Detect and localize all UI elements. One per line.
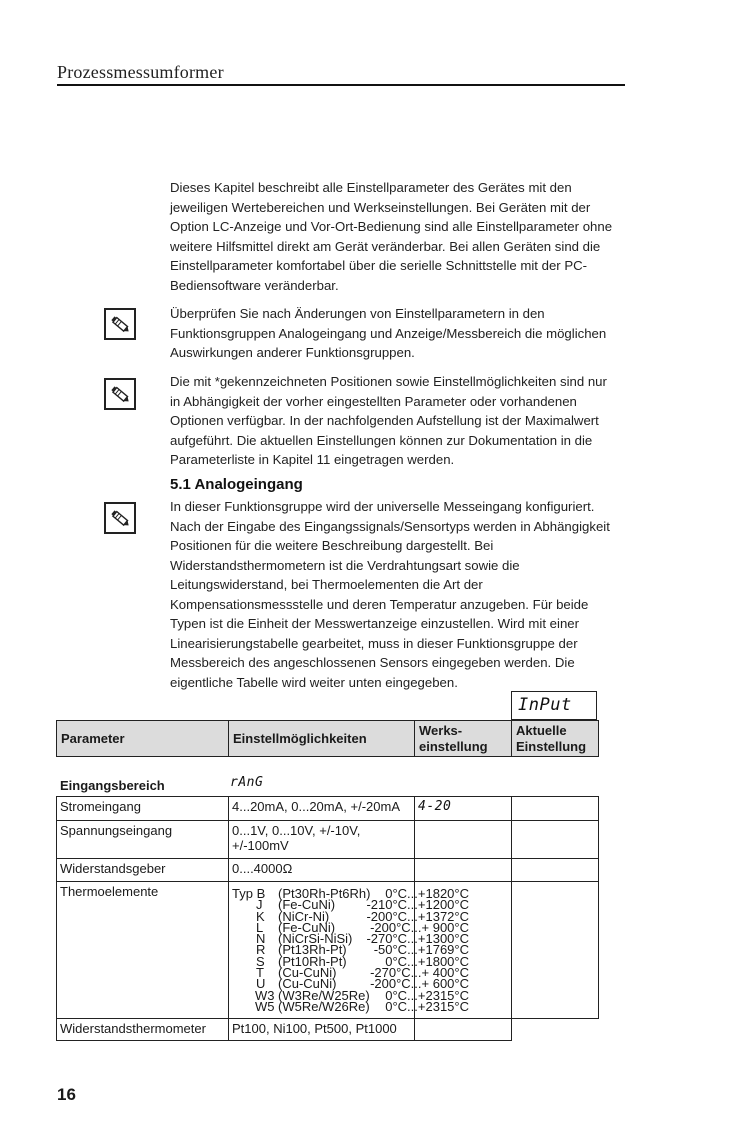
table-row [57,859,599,882]
tc-material: (Pt10Rh-Pt) [278,953,347,969]
header-factory [415,721,512,757]
thermocouple-row [232,998,469,1014]
page-number: 16 [57,1085,76,1104]
row-options-line1: 0...1V, 0...10V, +/-10V, [232,823,361,838]
thermocouple-row [232,931,469,947]
tc-type: J [256,897,263,913]
tc-type: N [256,931,266,947]
tc-range: 0°C...+2315°C [385,998,469,1014]
row-current [512,797,599,821]
tc-material: (Pt30Rh-Pt6Rh) [278,886,371,901]
section-heading: 5.1 Analogeingang [170,476,303,493]
row-options: 4...20mA, 0...20mA, +/-20mA [229,797,415,821]
tc-range: -200°C...+ 900°C [370,919,469,935]
tc-material: (Pt13Rh-Pt) [278,942,347,958]
intro-paragraph-2: Überprüfen Sie nach Änderungen von Einstellparametern in den Funktionsgruppen Analogeingang und Anzeige/Messbereich die möglichen Auswirkungen anderer Funktionsgruppen. [170,306,607,360]
tc-type: U [256,976,266,992]
row-current [512,882,599,1019]
table-row [57,797,599,821]
header-options: Einstellmöglichkeiten [229,721,415,757]
header-current-line1: Aktuelle [516,722,567,738]
table-row [57,1019,599,1041]
tc-type: W5 [255,998,275,1014]
parameter-table [56,796,599,1041]
thermocouple-row [232,919,469,935]
row-current [512,821,599,859]
row-factory [415,859,512,882]
header-factory-line2: einstellung [419,738,488,754]
tc-range: -200°C...+ 600°C [370,976,469,992]
tc-material: (W5Re/W26Re) [278,998,370,1014]
tc-range: 0°C...+2315°C [385,987,469,1003]
tc-type: R [256,942,266,958]
row-options-line2: +/-100mV [232,838,289,853]
row-options: 0....4000Ω [229,859,415,882]
thermocouple-row [232,942,469,958]
section-body: In dieser Funktionsgruppe wird der universelle Messeingang konfiguriert. Nach der Eingabe des Eingangssignals/Sensortyps werden in Abhängigkeit Positionen für die weitere Beschreibung dargestellt. Bei Widerstandsthermometern ist die Verdrahtungsart sowie die Leitungswiderstand, bei Thermoelementen die Art der Kompensationsmessstelle und deren Temperatur anzugeben. Für beide Typen ist die Einheit der Messwertanzeige einzustellen. Wird mit einer Linearisierungstabelle gearbeitet, muss in dieser Funktionsgruppe der Messbereich des angeschlossenen Sensors eingegeben werden. Die eigentliche Tabelle wird weiter unten eingegeben. [170,499,610,690]
tc-type: W3 [255,987,275,1003]
tc-range: -210°C...+1200°C [366,897,469,913]
row-label: Widerstandsgeber [57,859,229,882]
header-current [512,721,599,757]
tc-range: 0°C...+1800°C [385,953,469,969]
tc-type: K [256,908,265,924]
tc-material: (W3Re/W25Re) [278,987,370,1003]
note-pencil-icon [104,378,136,410]
tc-material: (Fe-CuNi) [278,897,336,913]
tc-type: S [256,953,265,969]
row-label: Thermoelemente [57,882,229,1019]
table-section-code: rAnG [230,775,264,790]
thermocouple-row [232,897,469,913]
note-pencil-icon [104,308,136,340]
tc-material: (NiCrSi-NiSi) [278,931,353,947]
intro-paragraph-1: Dieses Kapitel beschreibt alle Einstellparameter des Gerätes mit den jeweiligen Wertebereichen und Werkseinstellungen. Bei Geräten mit der Option LC-Anzeige und Vor-Ort-Bedienung sind alle Einstellparameter ohne weitere Hilfsmittel direkt am Gerät veränderbar. Bei allen Geräten sind die Einstellparameter komfortabel über die serielle Schnittstelle mit der PC-Bediensoftware veränderbar. [170,180,613,293]
tc-range: -270°C...+1300°C [366,931,469,947]
thermocouple-row [232,976,469,992]
row-label: Stromeingang [57,797,229,821]
display-code-box [511,691,597,720]
note-pencil-icon [104,502,136,534]
thermocouple-row [232,987,469,1003]
tc-material: (Cu-CuNi) [278,976,337,992]
page-header-title: Prozessmessumformer [57,62,224,82]
display-code: InPut [518,695,572,715]
table-header [56,720,599,757]
row-options: Pt100, Ni100, Pt500, Pt1000 [229,1019,415,1041]
header-factory-line1: Werks- [419,722,463,738]
header-current-line2: Einstellung [516,738,587,754]
row-factory: 4-20 [415,797,512,821]
row-current [512,859,599,882]
thermocouple-row [232,886,469,901]
thermocouple-row [232,965,469,981]
row-factory [415,821,512,859]
tc-material: (Cu-CuNi) [278,965,337,981]
thermocouple-list [229,882,469,1019]
tc-type: L [256,919,264,935]
header-rule [57,84,625,86]
thermocouple-row [232,908,469,924]
row-factory [415,1019,512,1041]
thermocouple-row [232,953,469,969]
table-section-title: Eingangsbereich [60,778,165,793]
tc-range: -200°C...+1372°C [366,908,469,924]
row-label: Spannungseingang [57,821,229,859]
header-parameter: Parameter [57,721,229,757]
tc-range: -50°C...+1769°C [373,942,469,958]
table-row [57,821,599,859]
row-current [512,1019,599,1041]
table-row [57,882,599,1019]
row-label: Widerstandsthermometer [57,1019,229,1041]
tc-range: -270°C...+ 400°C [370,965,469,981]
tc-range: 0°C...+1820°C [385,886,469,901]
tc-material: (Fe-CuNi) [278,919,336,935]
tc-type: T [256,965,264,981]
tc-material: (NiCr-Ni) [278,908,330,924]
intro-paragraph-3: Die mit *gekennzeichneten Positionen sowie Einstellmöglichkeiten sind nur in Abhängigkeit der vorher eingestellten Parameter oder vorhandenen Optionen verfügbar. In der nachfolgenden Aufstellung ist der Maximalwert aufgeführt. Die aktuellen Einstellungen können zur Dokumentation in die Parameterliste in Kapitel 11 eingetragen werden. [170,374,607,467]
tc-type: Typ B [232,886,266,901]
row-options [229,821,415,859]
